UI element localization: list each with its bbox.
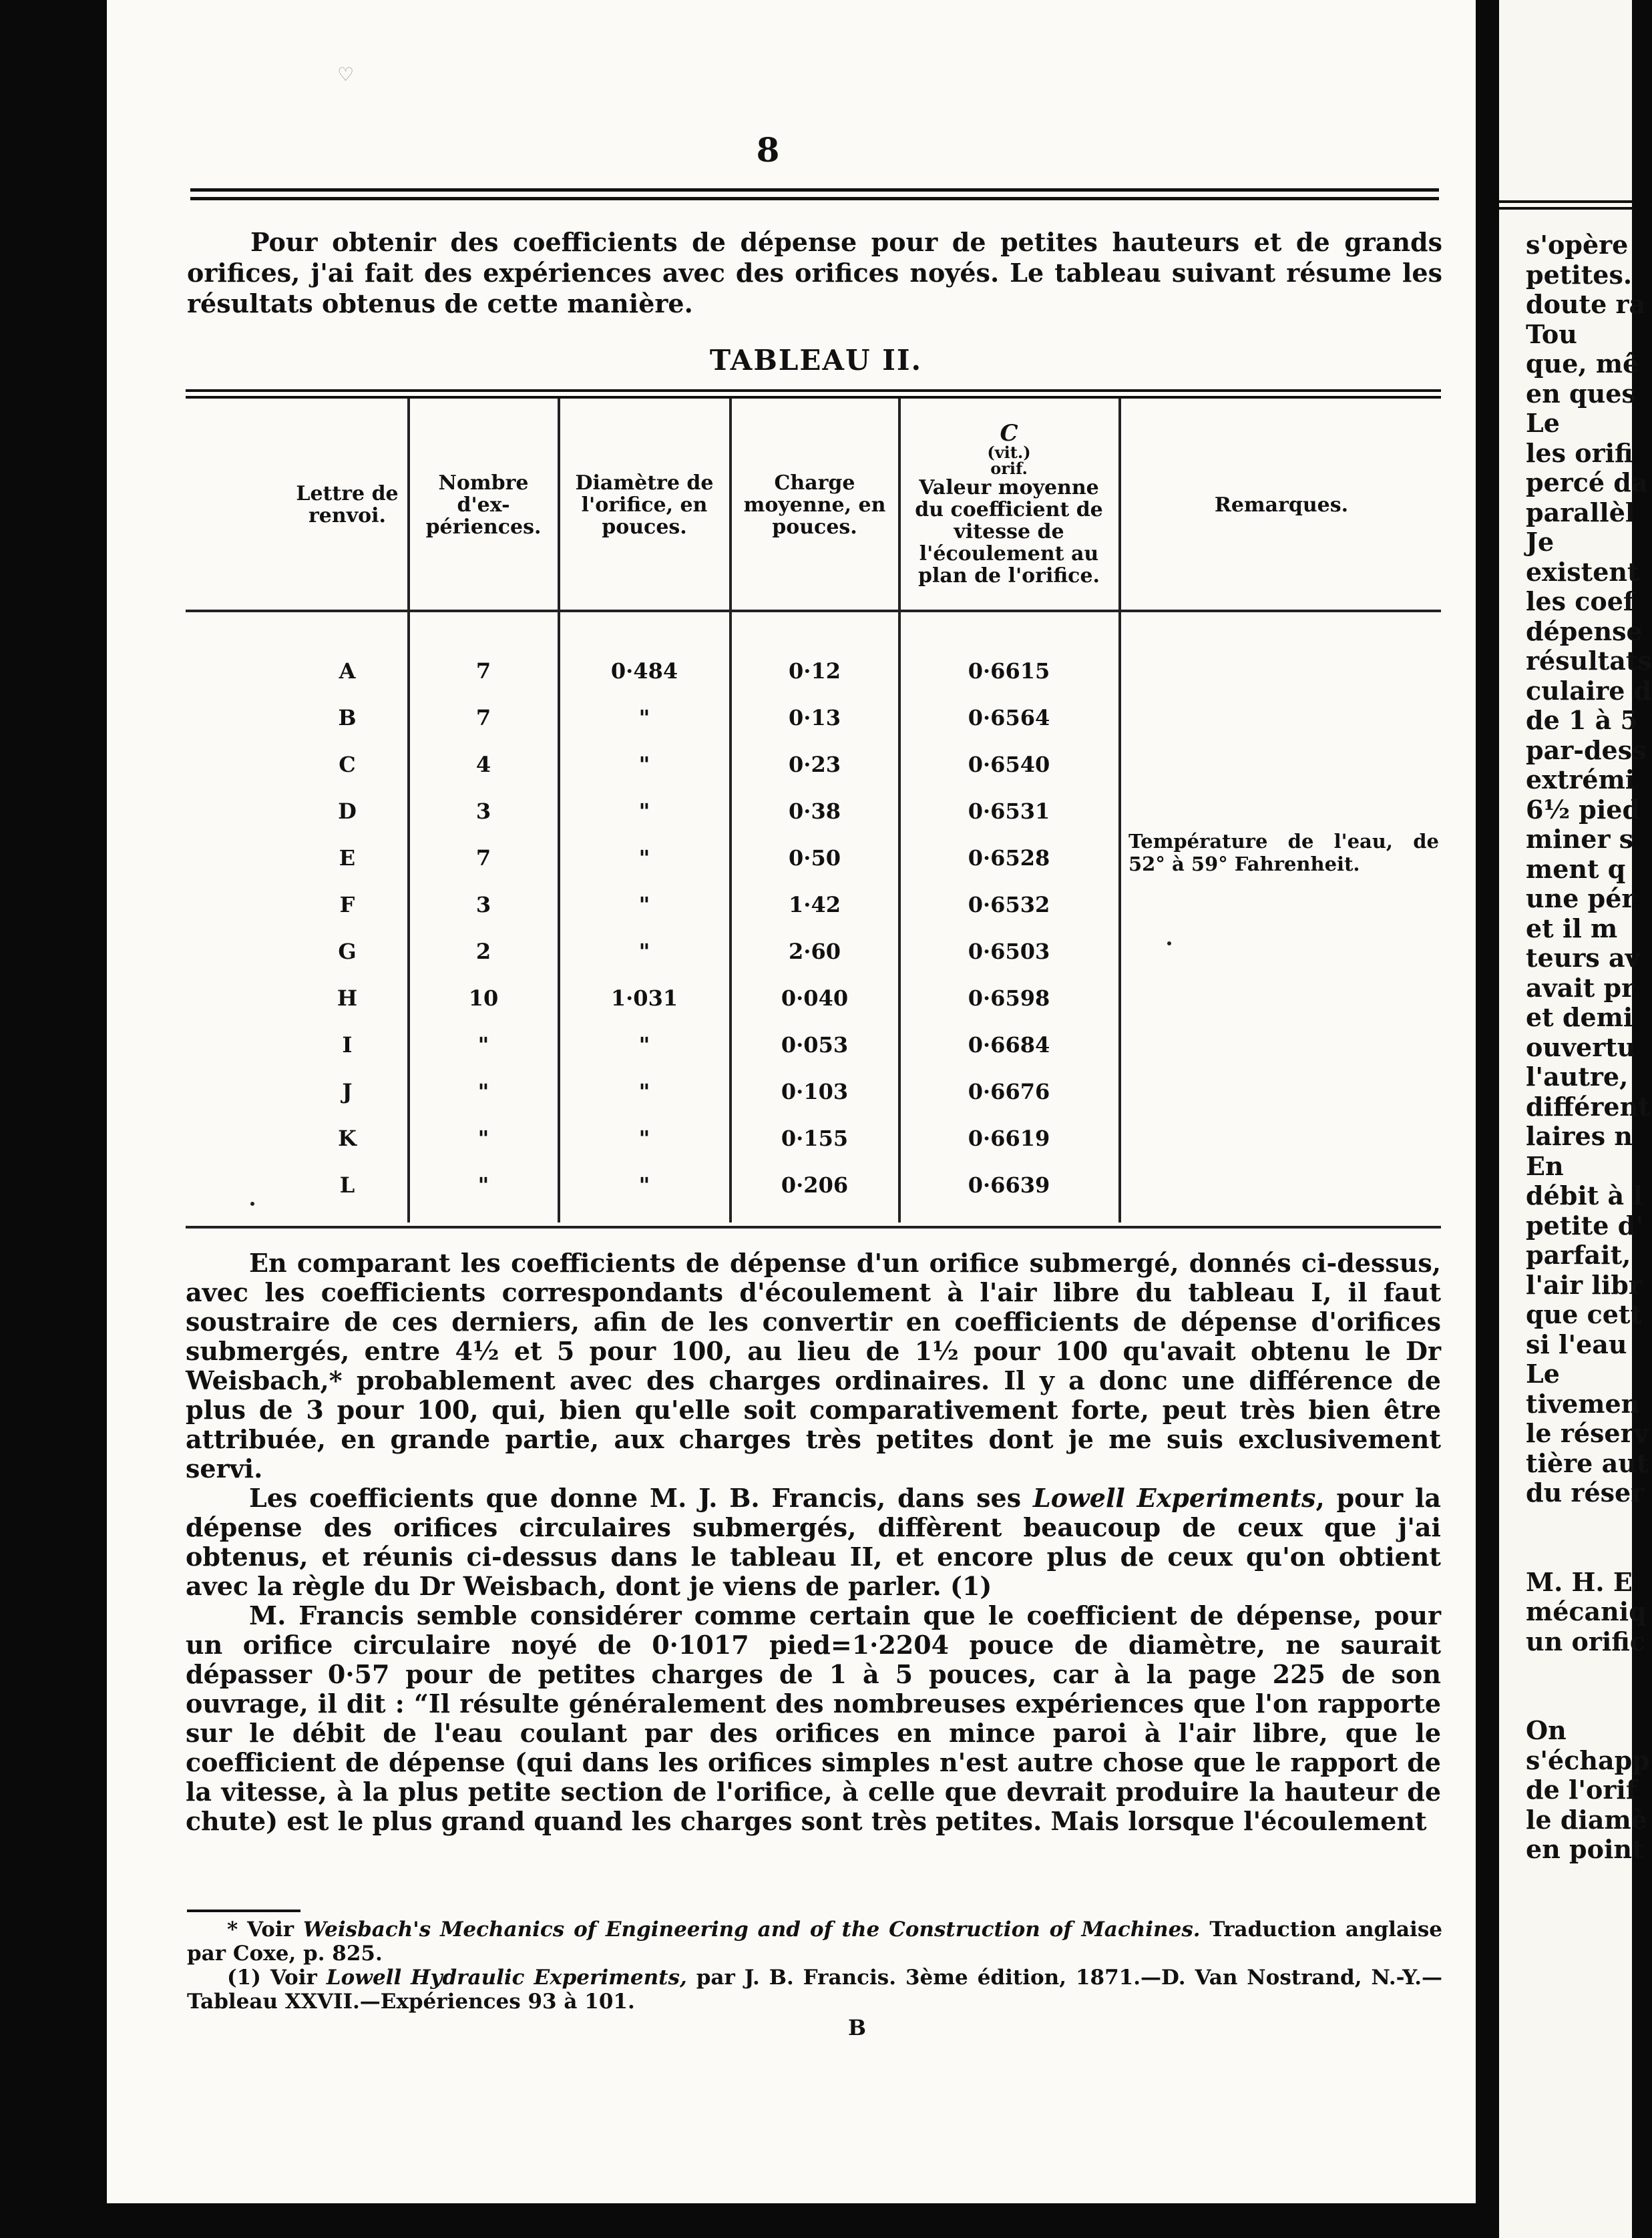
cell-count: 7	[475, 845, 491, 871]
cell-coefficient: 0·6531	[968, 799, 1050, 824]
cell-letter: H	[337, 985, 358, 1011]
cell-count: 3	[475, 892, 491, 917]
adjacent-page-line: parfait,	[1526, 1240, 1631, 1270]
header-charge: Charge moyenne, en pouces.	[743, 471, 886, 539]
cell-coefficient: 0·6598	[968, 985, 1050, 1011]
adjacent-page-line: de l'orif	[1526, 1775, 1637, 1805]
cell-letter: I	[342, 1032, 353, 1058]
adjacent-page-line: une pér	[1526, 883, 1635, 913]
table-bottom-rule	[186, 1226, 1441, 1228]
cell-letter: C	[339, 752, 356, 777]
adjacent-page-line: avait pr	[1526, 972, 1635, 1003]
coefficient-subscript-1: (vit.)	[987, 443, 1031, 462]
adjacent-page-line: différent	[1526, 1091, 1650, 1122]
cell-diameter: "	[638, 1032, 650, 1058]
remark-dot	[1167, 941, 1171, 945]
cell-count: "	[477, 1172, 489, 1198]
header-letter: Lettre de renvoi.	[296, 482, 399, 527]
cell-diameter: 0·484	[610, 658, 678, 684]
footnotes	[187, 1918, 1442, 2014]
adjacent-page-line: mécaniq	[1526, 1596, 1647, 1626]
adjacent-page-line: que, mê	[1526, 349, 1639, 379]
adjacent-page-line: En	[1526, 1150, 1564, 1181]
table-row	[0, 978, 1632, 1018]
body-text	[186, 1249, 1441, 1836]
cell-count: 7	[475, 705, 491, 730]
cell-coefficient: 0·6528	[968, 845, 1050, 871]
adjacent-page-line: On	[1526, 1715, 1567, 1745]
adjacent-page-rule	[1499, 200, 1632, 210]
cell-count: 10	[468, 985, 499, 1011]
cell-charge: 0·155	[781, 1126, 849, 1151]
adjacent-page-line: Le	[1526, 408, 1560, 438]
adjacent-page-line: et il m	[1526, 913, 1618, 943]
adjacent-page-line: en ques	[1526, 378, 1636, 409]
adjacent-page-line: culaire d	[1526, 675, 1652, 706]
table-row	[0, 1118, 1632, 1158]
cell-letter: B	[338, 705, 357, 730]
adjacent-page-line: Le	[1526, 1359, 1560, 1389]
book-title: Lowell Experiments	[1032, 1483, 1316, 1513]
coefficient-subscript-2: orif.	[990, 459, 1028, 478]
adjacent-page-line: teurs av	[1526, 943, 1640, 973]
footnote-1: * Voir Weisbach's Mechanics of Engineering and of the Construction of Machines. Traduction anglaise par Coxe, p. 825.	[187, 1918, 1442, 1966]
adjacent-page-line: tière aut	[1526, 1447, 1649, 1478]
adjacent-page-line: le diamè	[1526, 1804, 1647, 1835]
adjacent-page-line: du réser	[1526, 1478, 1645, 1508]
cell-letter: A	[339, 658, 356, 684]
paragraph-2: Les coefficients que donne M. J. B. Francis, dans ses Lowell Experiments, pour la dépense des orifices circulaires submergés, diffèrent beaucoup de ceux que j'ai obtenus, et réunis ci-dessus dans le tableau II, et encore plus de ceux qu'on obtient avec la règle du Dr Weisbach, dont je viens de parler. (1)	[186, 1483, 1442, 1601]
cell-coefficient: 0·6564	[968, 705, 1050, 730]
cell-charge: 0·206	[781, 1172, 849, 1198]
header-count: Nombre d'ex-périences.	[425, 471, 542, 539]
adjacent-page-line: Je	[1526, 527, 1555, 557]
cell-diameter: "	[638, 1079, 650, 1104]
footnote-rule	[187, 1910, 300, 1912]
cell-diameter: "	[638, 1172, 650, 1198]
table-remark: Température de l'eau, de 52° à 59° Fahrenheit.	[1128, 830, 1439, 875]
cell-diameter: "	[638, 799, 650, 824]
cell-diameter: 1·031	[610, 985, 678, 1011]
adjacent-page-line: parallèl	[1526, 497, 1635, 527]
signature-mark: B	[848, 2015, 867, 2040]
adjacent-page-line: que cett	[1526, 1299, 1643, 1329]
adjacent-page-line: extrémi	[1526, 764, 1635, 795]
adjacent-page	[1499, 0, 1652, 2238]
cell-count: "	[477, 1032, 489, 1058]
adjacent-page-line: par-dess	[1526, 734, 1647, 765]
cell-coefficient: 0·6615	[968, 658, 1050, 684]
cell-count: 2	[475, 939, 491, 964]
page-number: 8	[756, 130, 780, 170]
adjacent-page-line: miner s	[1526, 824, 1634, 854]
cell-count: 3	[475, 799, 491, 824]
cell-count: "	[477, 1079, 489, 1104]
margin-dot	[250, 1202, 254, 1206]
adjacent-page-line: s'opère	[1526, 230, 1629, 260]
cell-charge: 1·42	[789, 892, 841, 917]
cell-letter: K	[338, 1126, 357, 1151]
adjacent-page-line: si l'eau	[1526, 1329, 1627, 1359]
paragraph-3: M. Francis semble considérer comme certain que le coefficient de dépense, pour un orifice circulaire noyé de 0·1017 pied=1·2204 pouce de diamètre, ne saurait dépasser 0·57 pour de petites charges de 1 à 5 pouces, car à la page 225 de son ouvrage, il dit : “Il résulte généralement des nombreuses expériences que l'on rapporte sur le débit de l'eau coulant par des orifices en mince paroi à l'air libre, que le coefficient de dépense (qui dans les orifices simples n'est autre chose que le rapport de la vitesse, à la plus petite section de l'orifice, à celle que devrait produire la hauteur de chute) est le plus grand quand les charges sont très petites. Mais lorsque l'écoulement	[186, 1600, 1441, 1836]
adjacent-page-line: dépense	[1526, 616, 1643, 646]
cell-charge: 0·103	[781, 1079, 849, 1104]
table-row	[0, 1072, 1632, 1112]
coefficient-symbol: C	[1000, 420, 1018, 447]
adjacent-page-line: petites.	[1526, 259, 1633, 290]
intro-text: Pour obtenir des coefficients de dépense pour de petites hauteurs et de grands orifices, j'ai fait des expériences avec des orifices noyés. Le tableau suivant résume les résultats obtenus de cette manière.	[187, 227, 1442, 318]
cell-letter: D	[338, 799, 357, 824]
adjacent-page-line: existent	[1526, 556, 1639, 587]
adjacent-page-line: doute ra	[1526, 289, 1646, 319]
adjacent-page-line: ouvertu	[1526, 1032, 1636, 1062]
cell-charge: 0·12	[789, 658, 841, 684]
table-row	[0, 1025, 1632, 1065]
adjacent-page-line: Tou	[1526, 318, 1577, 349]
adjacent-page-line: M. H. E	[1526, 1566, 1633, 1597]
cell-diameter: "	[638, 705, 650, 730]
cell-letter: F	[339, 892, 355, 917]
adjacent-page-line: résultats	[1526, 646, 1652, 676]
cell-charge: 0·040	[781, 985, 849, 1011]
adjacent-page-line: de 1 à 5	[1526, 705, 1638, 735]
cell-diameter: "	[638, 892, 650, 917]
table-row	[0, 744, 1632, 785]
adjacent-page-line: l'autre,	[1526, 1062, 1629, 1092]
adjacent-page-line: débit à l	[1526, 1180, 1643, 1210]
cell-count: "	[477, 1126, 489, 1151]
header-diameter: Diamètre de l'orifice, en pouces.	[575, 471, 714, 539]
adjacent-page-line: et demi	[1526, 1002, 1633, 1032]
cell-diameter: "	[638, 845, 650, 871]
table-row	[0, 651, 1632, 691]
header-coefficient	[901, 401, 1116, 609]
cell-charge: 0·50	[789, 845, 841, 871]
cell-letter: E	[339, 845, 356, 871]
table-row	[0, 1165, 1632, 1205]
adjacent-page-line: s'échapp	[1526, 1745, 1650, 1775]
adjacent-page-line: petite d'	[1526, 1210, 1643, 1241]
adjacent-page-line: laires n	[1526, 1121, 1633, 1151]
table-row	[0, 791, 1632, 831]
cell-diameter: "	[638, 1126, 650, 1151]
cell-diameter: "	[638, 752, 650, 777]
cell-charge: 2·60	[789, 939, 841, 964]
cell-coefficient: 0·6684	[968, 1032, 1050, 1058]
paragraph-1: En comparant les coefficients de dépense d'un orifice submergé, donnés ci-dessus, avec les coefficients correspondants d'écoulement à l'air libre du tableau I, il faut soustraire de ces derniers, afin de les convertir en coefficients de dépense d'orifices submergés, entre 4½ et 5 pour 100, au lieu de 1½ pour 100 qu'avait obtenu le Dr Weisbach,* probablement avec des charges ordinaires. Il y a donc une différence de plus de 3 pour 100, qui, bien qu'elle soit comparativement forte, peut très bien être attribuée, en grande partie, aux charges très petites dont je me suis exclusivement servi.	[186, 1248, 1441, 1484]
table-row	[0, 885, 1632, 925]
adjacent-page-line: en point	[1526, 1834, 1644, 1864]
adjacent-page-line: percé da	[1526, 467, 1648, 497]
cell-diameter: "	[638, 939, 650, 964]
cell-charge: 0·053	[781, 1032, 849, 1058]
table-top-rule	[186, 389, 1441, 399]
cell-count: 4	[475, 752, 491, 777]
cell-charge: 0·23	[789, 752, 841, 777]
cell-charge: 0·38	[789, 799, 841, 824]
footnote-2: (1) Voir Lowell Hydraulic Experiments, par J. B. Francis. 3ème édition, 1871.—D. Van Nostrand, N.-Y.—Tableau XXVII.—Expériences 93 à 101.	[187, 1966, 1442, 2014]
adjacent-page-line: les coef	[1526, 586, 1635, 616]
adjacent-page-line: l'air libr	[1526, 1269, 1642, 1300]
header-rule	[190, 188, 1439, 200]
table-title: TABLEAU II.	[709, 344, 923, 377]
adjacent-page-line: un orific	[1526, 1626, 1646, 1656]
cell-coefficient: 0·6619	[968, 1126, 1050, 1151]
cell-charge: 0·13	[789, 705, 841, 730]
table-row	[0, 698, 1632, 738]
cell-letter: L	[339, 1172, 355, 1198]
cell-coefficient: 0·6540	[968, 752, 1050, 777]
intro-paragraph	[187, 227, 1442, 319]
table-row	[0, 931, 1632, 971]
adjacent-page-line: 6½ pied	[1526, 794, 1641, 825]
adjacent-page-line: ment q	[1526, 853, 1626, 884]
header-remarks: Remarques.	[1214, 493, 1349, 517]
cell-coefficient: 0·6532	[968, 892, 1050, 917]
cell-coefficient: 0·6676	[968, 1079, 1050, 1104]
table-header-rule	[186, 610, 1441, 612]
coefficient-description: Valeur moyenne du coefficient de vitesse de l'écoulement au plan de l'orifice.	[915, 476, 1103, 588]
cell-letter: J	[342, 1079, 353, 1104]
cell-coefficient: 0·6639	[968, 1172, 1050, 1198]
adjacent-page-line: tivemen	[1526, 1388, 1640, 1419]
adjacent-page-line: le réserv	[1526, 1418, 1649, 1448]
cell-count: 7	[475, 658, 491, 684]
page-stain: ♡	[337, 63, 355, 85]
cell-coefficient: 0·6503	[968, 939, 1050, 964]
adjacent-page-line: les orifi	[1526, 437, 1633, 468]
cell-letter: G	[338, 939, 357, 964]
